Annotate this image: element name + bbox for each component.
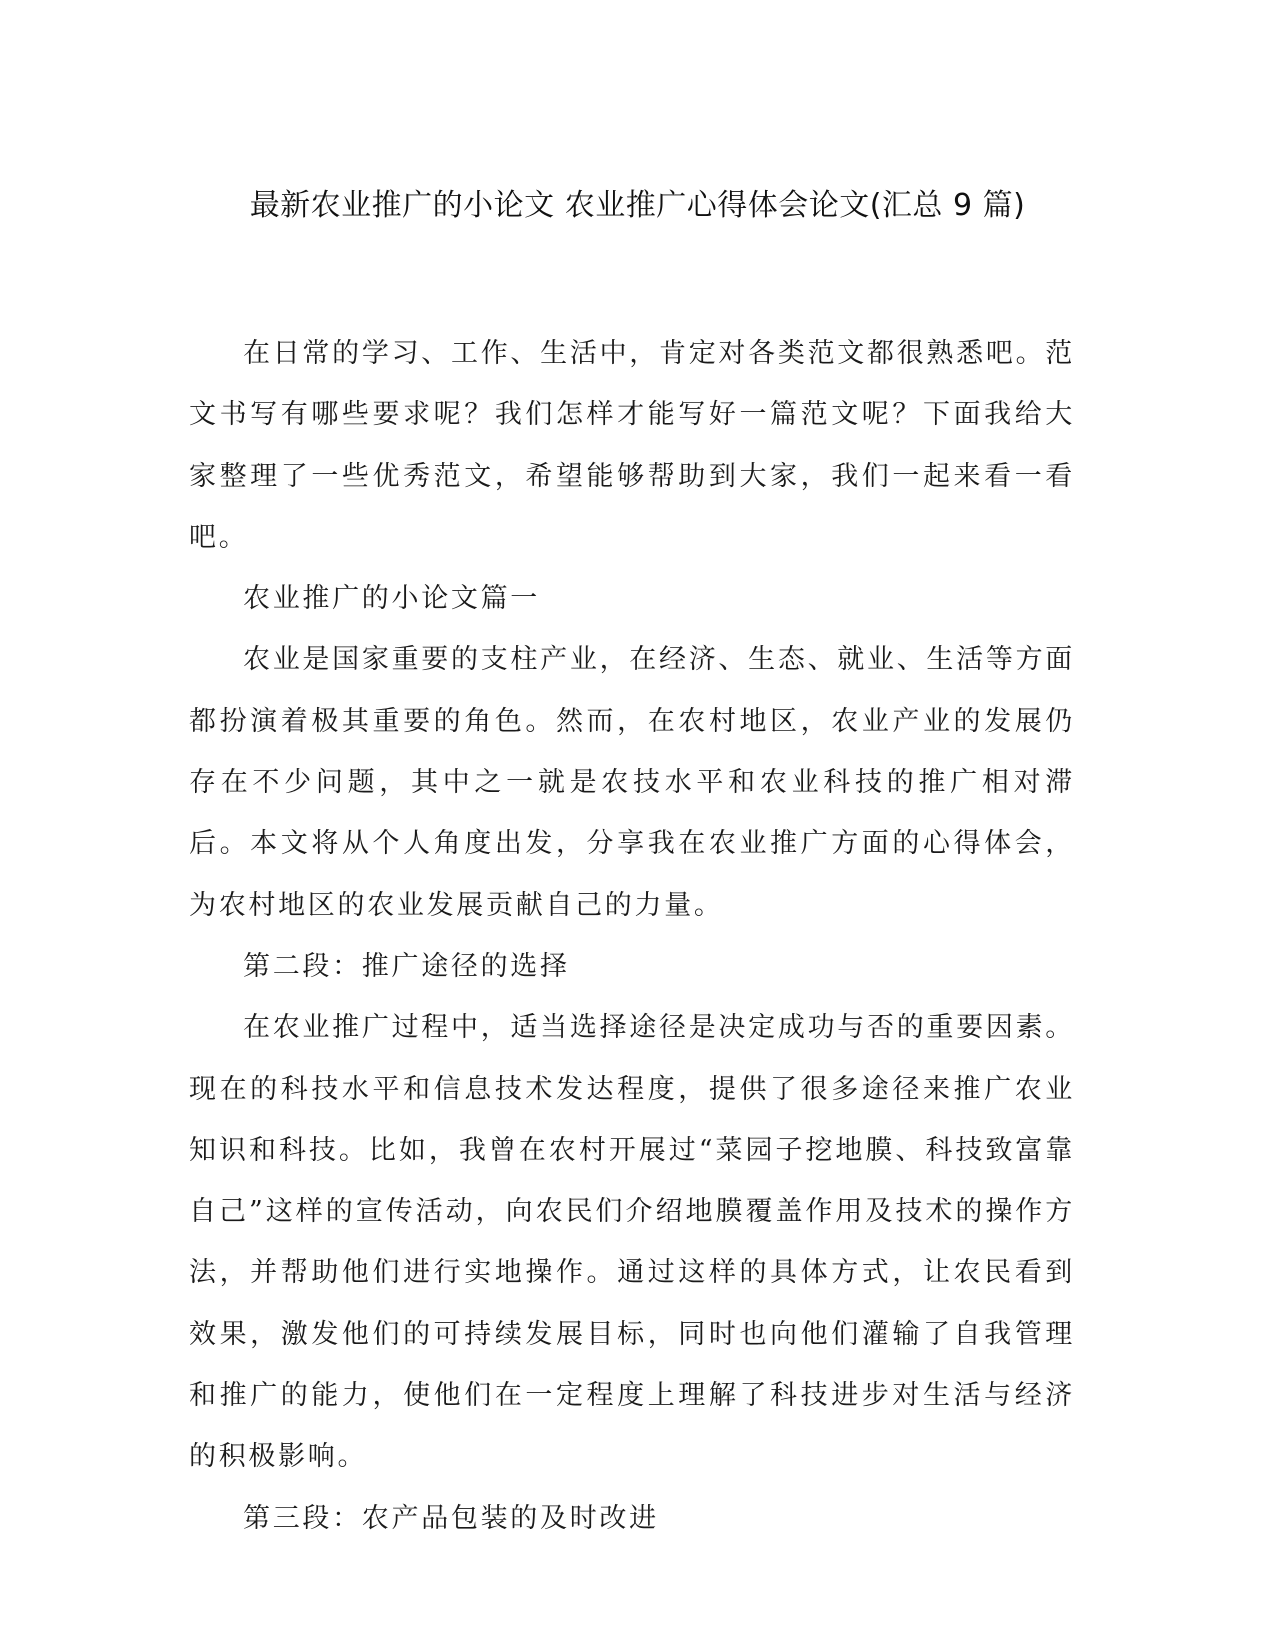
document-body xyxy=(189,323,1075,1549)
body-paragraph-first-section: 农业是国家重要的支柱产业，在经济、生态、就业、生活等方面都扮演着极其重要的角色。然而，在农村地区，农业产业的发展仍存在不少问题，其中之一就是农技水平和农业科技的推广相对滞后。本文将从个人角度出发，分享我在农业推广方面的心得体会，为农村地区的农业发展贡献自己的力量。 xyxy=(189,644,1075,921)
section-heading-third: 第三段：农产品包装的及时改进 xyxy=(243,1502,659,1534)
section-heading-part-one: 农业推广的小论文篇一 xyxy=(243,583,540,615)
body-paragraph-second-section: 在农业推广过程中，适当选择途径是决定成功与否的重要因素。现在的科技水平和信息技术发达程度，提供了很多途径来推广农业知识和科技。比如，我曾在农村开展过“菜园子挖地膜、科技致富靠自己”这样的宣传活动，向农民们介绍地膜覆盖作用及技术的操作方法，并帮助他们进行实地操作。通过这样的具体方式，让农民看到效果，激发他们的可持续发展目标，同时也向他们灌输了自我管理和推广的能力，使他们在一定程度上理解了科技进步对生活与经济的积极影响。 xyxy=(189,1012,1075,1473)
document-title: 最新农业推广的小论文 农业推广心得体会论文(汇总 9 篇) xyxy=(249,188,1026,223)
intro-paragraph: 在日常的学习、工作、生活中，肯定对各类范文都很熟悉吧。范文书写有哪些要求呢？我们怎样才能写好一篇范文呢？下面我给大家整理了一些优秀范文，希望能够帮助到大家，我们一起来看一看吧。 xyxy=(189,338,1075,553)
section-heading-second: 第二段：推广途径的选择 xyxy=(243,950,570,982)
